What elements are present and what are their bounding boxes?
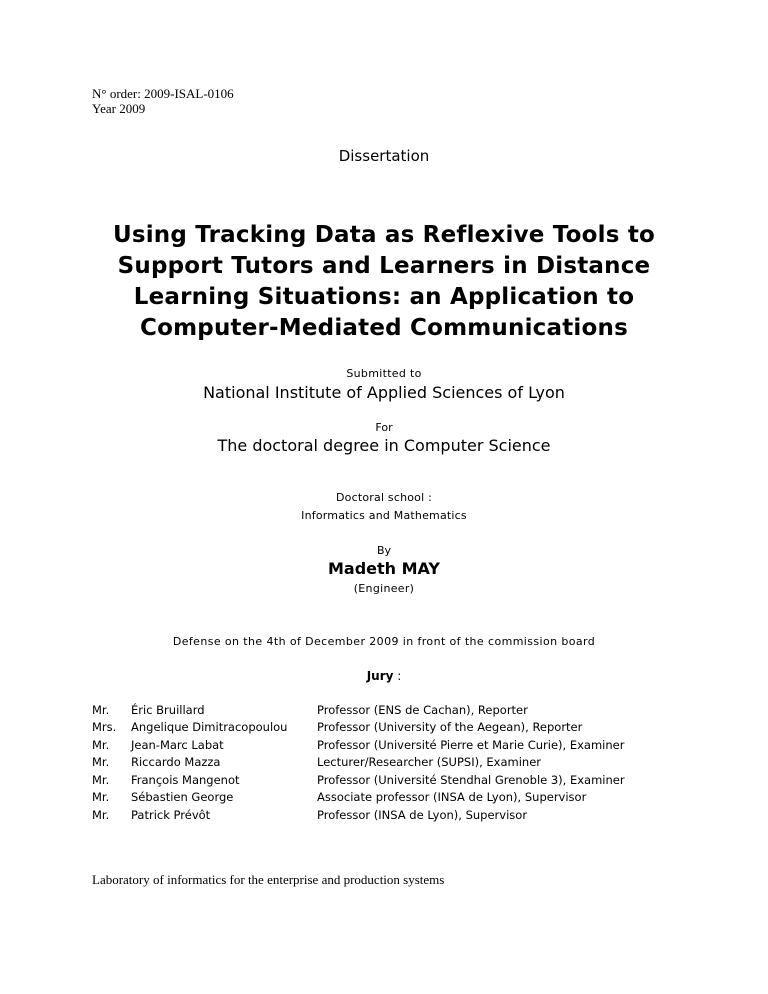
author-name: Madeth MAY (328, 559, 440, 578)
jury-member-role: Professor (INSA de Lyon), Supervisor (317, 807, 528, 822)
laboratory-name: Laboratory of informatics for the enterprise and production systems (92, 872, 445, 887)
author-title: (Engineer) (353, 582, 415, 595)
jury-member-name: Éric Bruillard (131, 702, 205, 717)
jury-member-name: Jean-Marc Labat (131, 737, 224, 752)
jury-member-title: Mr. (92, 702, 110, 717)
submitted-label: Submitted to (346, 367, 422, 380)
doctoral-school-label: Doctoral school : (336, 491, 432, 504)
title-line: Using Tracking Data as Reflexive Tools to (112, 222, 656, 248)
jury-member-role: Professor (University of the Aegean), Reporter (317, 720, 583, 735)
jury-member-row (92, 789, 625, 807)
institute-name: National Institute of Applied Sciences of Lyon (203, 383, 565, 402)
dissertation-title (0, 220, 768, 344)
by-label: By (376, 544, 392, 557)
title-line: Computer-Mediated Communications (140, 315, 628, 341)
jury-member-name: Patrick Prévôt (131, 807, 211, 822)
jury-member-row (92, 701, 625, 719)
jury-member-name: François Mangenot (131, 772, 240, 787)
for-label: For (375, 421, 393, 434)
jury-member-row (92, 719, 625, 737)
jury-member-row (92, 806, 625, 824)
jury-member-row (92, 771, 625, 789)
year: Year 2009 (92, 101, 146, 116)
degree-name: The doctoral degree in Computer Science (217, 436, 551, 455)
dissertation-label: Dissertation (338, 147, 430, 165)
jury-member-title: Mr. (92, 772, 110, 787)
order-number: N° order: 2009-ISAL-0106 (92, 86, 234, 101)
jury-heading (0, 669, 768, 683)
jury-member-role: Professor (ENS de Cachan), Reporter (317, 702, 528, 717)
jury-member-title: Mr. (92, 755, 110, 770)
jury-member-role: Lecturer/Researcher (SUPSI), Examiner (317, 755, 541, 770)
jury-member-title: Mrs. (92, 720, 117, 735)
jury-table (92, 701, 625, 824)
jury-member-name: Angelique Dimitracopoulou (131, 720, 288, 735)
jury-heading-label: Jury (366, 669, 394, 683)
jury-member-row (92, 754, 625, 772)
doctoral-school-name: Informatics and Mathematics (301, 509, 467, 522)
order-info (92, 86, 234, 116)
jury-member-title: Mr. (92, 737, 110, 752)
defense-statement: Defense on the 4th of December 2009 in front of the commission board (172, 635, 596, 648)
jury-member-title: Mr. (92, 807, 110, 822)
title-line: Learning Situations: an Application to (133, 284, 635, 310)
title-line: Support Tutors and Learners in Distance (117, 253, 651, 279)
jury-member-title: Mr. (92, 790, 110, 805)
jury-member-row (92, 736, 625, 754)
jury-member-name: Sébastien George (131, 790, 234, 805)
jury-member-name: Riccardo Mazza (131, 755, 221, 770)
jury-member-role: Professor (Université Pierre et Marie Curie), Examiner (317, 737, 625, 752)
jury-member-role: Professor (Université Stendhal Grenoble 3), Examiner (317, 772, 625, 787)
jury-member-role: Associate professor (INSA de Lyon), Supervisor (317, 790, 587, 805)
jury-heading-colon: : (393, 669, 402, 683)
